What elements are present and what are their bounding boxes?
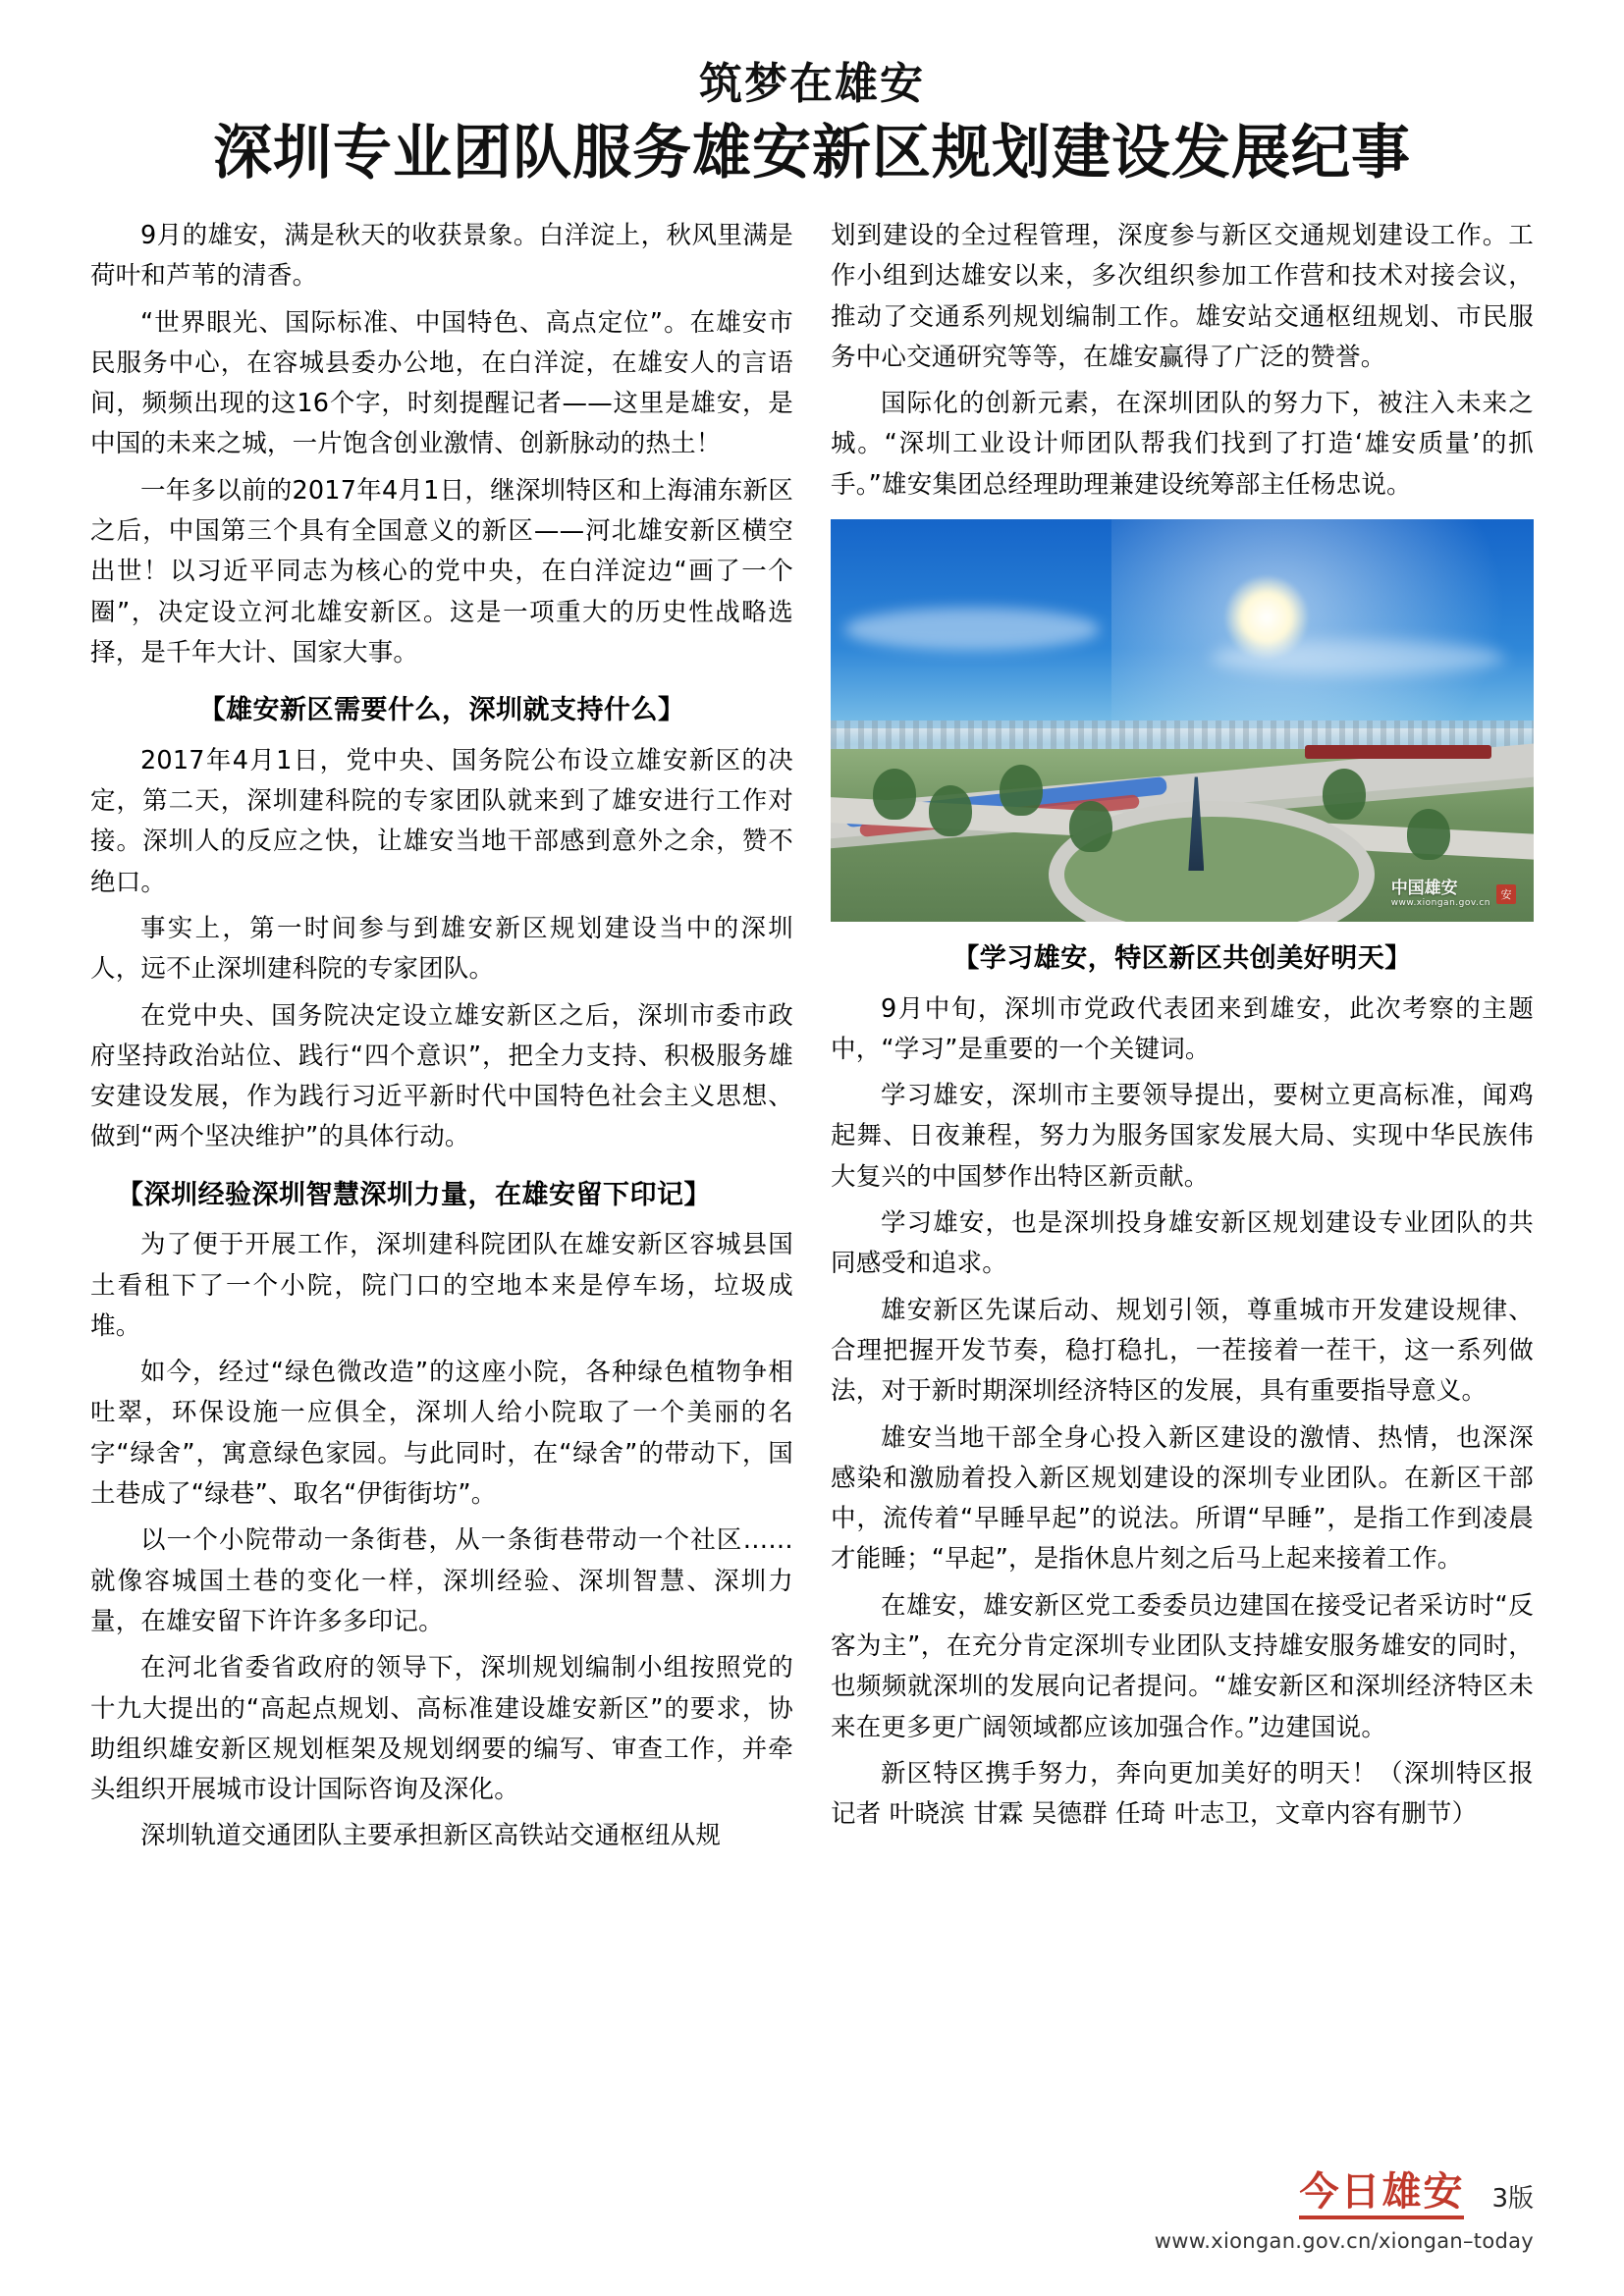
tree-shape — [1000, 765, 1043, 816]
paragraph: 以一个小院带动一条街巷，从一条街巷带动一个社区……就像容城国土巷的变化一样，深圳经验、深圳智慧、深圳力量，在雄安留下许许多多印记。 — [90, 1525, 793, 1636]
right-column — [831, 216, 1534, 1842]
section-heading-3: 【学习雄安，特区新区共创美好明天】 — [952, 943, 1412, 975]
tree-shape — [1407, 809, 1450, 860]
paragraph: 深圳轨道交通团队主要承担新区高铁站交通枢纽从规 — [140, 1821, 722, 1851]
left-column — [90, 216, 793, 1863]
paragraph: 在河北省委省政府的领导下，深圳规划编制小组按照党的十九大提出的“高起点规划、高标准建设雄安新区”的要求，协助组织雄安新区规划框架及规划纲要的编写、审查工作，并牵头组织开展城市设计国际咨询及深化。 — [90, 1653, 793, 1805]
footer-website: www.xiongan.gov.cn/xiongan–today — [1154, 2229, 1534, 2253]
paragraph: 划到建设的全过程管理，深度参与新区交通规划建设工作。工作小组到达雄安以来，多次组织参加工作营和技术对接会议，推动了交通系列规划编制工作。雄安站交通枢纽规划、市民服务中心交通研究等等，在雄安赢得了广泛的赞誉。 — [831, 221, 1534, 372]
paragraph: 事实上，第一时间参与到雄安新区规划建设当中的深圳人，远不止深圳建科院的专家团队。 — [90, 913, 793, 985]
headline-block — [90, 57, 1534, 190]
section-heading-1: 【雄安新区需要什么，深圳就支持什么】 — [198, 695, 685, 726]
publication-logo: 今日雄安 — [1299, 2172, 1464, 2219]
headline-subtitle: 筑梦在雄安 — [699, 59, 925, 109]
tree-shape — [929, 785, 972, 836]
watermark-title: 中国雄安 — [1390, 879, 1458, 899]
paragraph: 在党中央、国务院决定设立雄安新区之后，深圳市委市政府坚持政治站位、践行“四个意识”，把全力支持、积极服务雄安建设发展，作为践行习近平新时代中国特色社会主义思想、做到“两个坚决维护”的具体行动。 — [90, 1000, 793, 1152]
page-footer — [1154, 2169, 1534, 2253]
footer-row — [1155, 2169, 1534, 2219]
tree-shape — [1323, 769, 1366, 820]
paragraph: 在雄安，雄安新区党工委委员边建国在接受记者采访时“反客为主”，在充分肯定深圳专业团队支持雄安服务雄安的同时，也频频就深圳的发展向记者提问。“雄安新区和深圳经济特区未来在更多更广阔领域都应该加强合作。”边建国说。 — [831, 1590, 1534, 1742]
paragraph: 2017年4月1日，党中央、国务院公布设立雄安新区的决定，第二天，深圳建科院的专家团队就来到了雄安进行工作对接。深圳人的反应之快，让雄安当地干部感到意外之余，赞不绝口。 — [90, 745, 793, 897]
page-title: 深圳专业团队服务雄安新区规划建设发展纪事 — [213, 119, 1411, 187]
paragraph: 雄安当地干部全身心投入新区建设的激情、热情，也深深感染和激励着投入新区规划建设的深圳专业团队。在新区干部中，流传着“早睡早起”的说法。所谓“早睡”，是指工作到凌晨才能睡；“早起”，是指休息片刻之后马上起来接着工作。 — [831, 1422, 1534, 1575]
article-photo — [831, 519, 1534, 922]
paragraph: 如今，经过“绿色微改造”的这座小院，各种绿色植物争相吐翠，环保设施一应俱全，深圳人给小院取了一个美丽的名字“绿舍”，寓意绿色家园。与此同时，在“绿舍”的带动下，国土巷成了“绿巷”、取名“伊街街坊”。 — [90, 1358, 793, 1510]
tree-shape — [1069, 801, 1112, 852]
seal-icon: 安 — [1496, 884, 1516, 904]
paragraph: 学习雄安，也是深圳投身雄安新区规划建设专业团队的共同感受和追求。 — [831, 1208, 1534, 1279]
cloud-shape — [1211, 640, 1505, 675]
tree-shape — [873, 769, 916, 820]
paragraph: 9月中旬，深圳市党政代表团来到雄安，此次考察的主题中，“学习”是重要的一个关键词。 — [831, 993, 1534, 1064]
cloud-shape — [844, 608, 1100, 651]
paragraph: 一年多以前的2017年4月1日，继深圳特区和上海浦东新区之后，中国第三个具有全国意义的新区——河北雄安新区横空出世！以习近平同志为核心的党中央，在白洋淀边“画了一个圈”，决定设立河北雄安新区。这是一项重大的历史性战略选择，是千年大计、国家大事。 — [90, 475, 793, 667]
paragraph: 雄安新区先谋后动、规划引领，尊重城市开发建设规律、合理把握开发节奏，稳打稳扎，一茬接着一茬干，这一系列做法，对于新时期深圳经济特区的发展，具有重要指导意义。 — [831, 1295, 1534, 1407]
watermark-url: www.xiongan.gov.cn — [1390, 898, 1490, 909]
paragraph: 国际化的创新元素，在深圳团队的努力下，被注入未来之城。“深圳工业设计师团队帮我们找到了打造‘雄安质量’的抓手。”雄安集团总经理助理兼建设统筹部主任杨忠说。 — [831, 389, 1534, 500]
paragraph: 9月的雄安，满是秋天的收获景象。白洋淀上，秋风里满是荷叶和芦苇的清香。 — [90, 221, 793, 292]
byline-paragraph: 新区特区携手努力，奔向更加美好的明天！（深圳特区报记者 叶晓滨 甘霖 吴德群 任琦 叶志卫，文章内容有删节） — [831, 1758, 1534, 1830]
paragraph: 学习雄安，深圳市主要领导提出，要树立更高标准，闻鸡起舞、日夜兼程，努力为服务国家发展大局、实现中华民族伟大复兴的中国梦作出特区新贡献。 — [831, 1081, 1534, 1192]
photo-watermark — [1391, 881, 1516, 908]
paragraph: “世界眼光、国际标准、中国特色、高点定位”。在雄安市民服务中心，在容城县委办公地，在白洋淀，在雄安人的言语间，频频出现的这16个字，时刻提醒记者——这里是雄安，是中国的未来之城，一片饱含创业激情、创新脉动的热土！ — [90, 307, 793, 459]
train-shape — [1305, 745, 1491, 759]
paragraph: 为了便于开展工作，深圳建科院团队在雄安新区容城县国土看租下了一个小院，院门口的空地本来是停车场，垃圾成堆。 — [90, 1230, 793, 1341]
section-heading-2: 【深圳经验深圳智慧深圳力量，在雄安留下印记】 — [117, 1179, 711, 1210]
page-number: 3版 — [1491, 2184, 1534, 2214]
article-columns — [90, 216, 1534, 1863]
